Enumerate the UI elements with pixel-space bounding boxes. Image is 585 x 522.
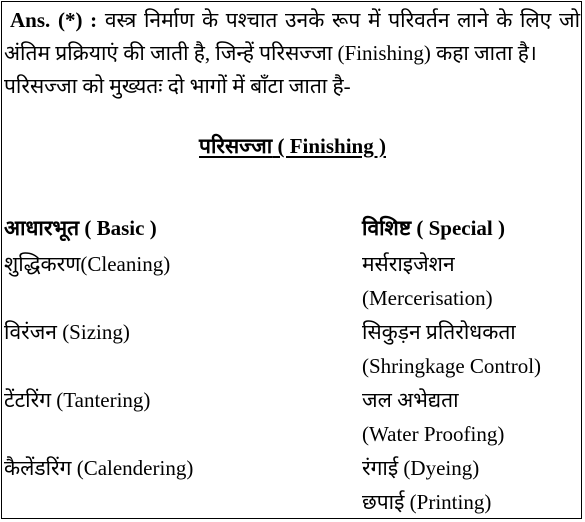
basic-column [4,211,193,485]
basic-heading: आधारभूत ( Basic ) [4,216,157,240]
special-item: (Shringkage Control) [362,354,542,378]
basic-item [4,417,193,451]
basic-item: कैलेंडरिंग (Calendering) [4,456,194,480]
basic-item: टेंटरिंग (Tantering) [4,388,151,412]
basic-item: विरंजन (Sizing) [4,320,130,344]
special-item: (Water Proofing) [362,422,505,446]
special-item: मर्सराइजेशन [362,252,455,276]
basic-item [4,349,193,383]
heading-hindi: परिसज्जा [199,134,273,158]
basic-item: शुद्धिकरण(Cleaning) [4,252,171,276]
special-item: सिकुड़न प्रतिरोधकता [362,320,516,344]
special-item: छपाई (Printing) [362,490,492,514]
answer-label: Ans. (*) : [10,8,98,32]
special-heading: विशिष्ट ( Special ) [362,216,506,240]
special-item: रंगाई (Dyeing) [362,456,480,480]
basic-item [4,281,193,315]
special-item: जल अभेद्यता [362,388,459,412]
answer-text: वस्त्र निर्माण के पश्चात उनके रूप में परिवर्तन लाने के लिए जो अंतिम प्रक्रियाएं की जाती है, जिन्हें परिसज्जा (Finishing) कहा जाता है। [4,8,581,65]
answer-paragraph [4,4,580,103]
special-item: (Mercerisation) [362,286,493,310]
answer-text-continuation: परिसज्जा को मुख्यतः दो भागों में बाँटा जाता है- [4,74,351,98]
section-heading [0,130,585,163]
special-column [362,211,541,519]
heading-english: ( Finishing ) [272,134,386,158]
